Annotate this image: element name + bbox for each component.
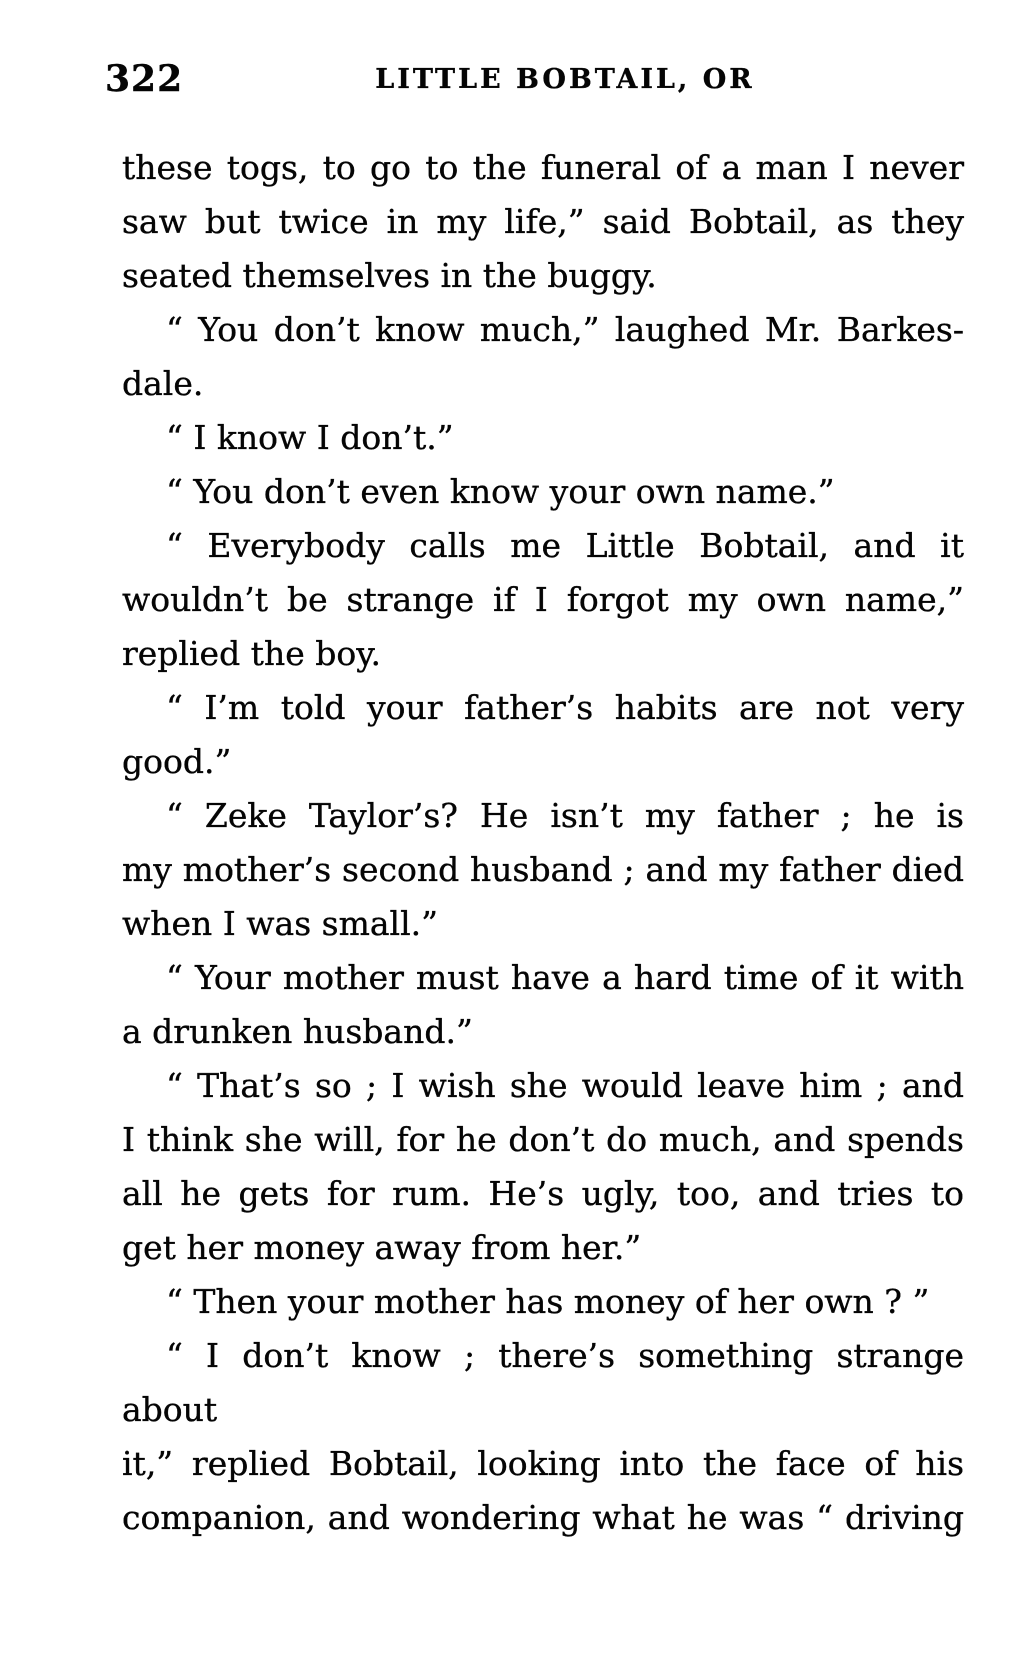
text-line: a drunken husband.” <box>122 1012 473 1051</box>
text-line: my mother’s second husband ; and my father died <box>122 850 964 889</box>
text-line: companion, and wondering what he was “ driving <box>122 1498 964 1537</box>
text-line: “ I’m told your father’s habits are not very <box>166 688 964 727</box>
text-line: good.” <box>122 742 232 781</box>
text-line: it,” replied Bobtail, looking into the face of his <box>122 1444 964 1483</box>
text-line: get her money away from her.” <box>122 1228 642 1267</box>
text-line: “ Everybody calls me Little Bobtail, and it <box>166 526 964 565</box>
text-line: “ Your mother must have a hard time of it with <box>166 958 964 997</box>
text-line: replied the boy. <box>122 634 381 673</box>
body-text <box>122 141 964 1545</box>
text-line: “ You don’t even know your own name.” <box>166 472 835 511</box>
page-header <box>105 58 965 102</box>
text-line: dale. <box>122 364 204 403</box>
text-line: all he gets for rum. He’s ugly, too, and tries to <box>122 1174 964 1213</box>
text-line: “ That’s so ; I wish she would leave him ; and <box>166 1066 964 1105</box>
text-line: wouldn’t be strange if I forgot my own name,” <box>122 580 964 619</box>
text-line: when I was small.” <box>122 904 439 943</box>
text-line: “ You don’t know much,” laughed Mr. Barkes- <box>166 310 964 349</box>
running-header-title: LITTLE BOBTAIL, OR <box>375 64 755 95</box>
text-line: “ I know I don’t.” <box>166 418 454 457</box>
text-line: “ Then your mother has money of her own ? ” <box>166 1282 930 1321</box>
text-line: saw but twice in my life,” said Bobtail, as they <box>122 202 964 241</box>
text-line: “ Zeke Taylor’s? He isn’t my father ; he is <box>166 796 964 835</box>
text-line: seated themselves in the buggy. <box>122 256 657 295</box>
text-line: these togs, to go to the funeral of a man I never <box>122 148 964 187</box>
text-line: I think she will, for he don’t do much, and spends <box>122 1120 964 1159</box>
page-number: 322 <box>105 58 184 100</box>
text-line: “ I don’t know ; there’s something strange about <box>122 1336 964 1429</box>
